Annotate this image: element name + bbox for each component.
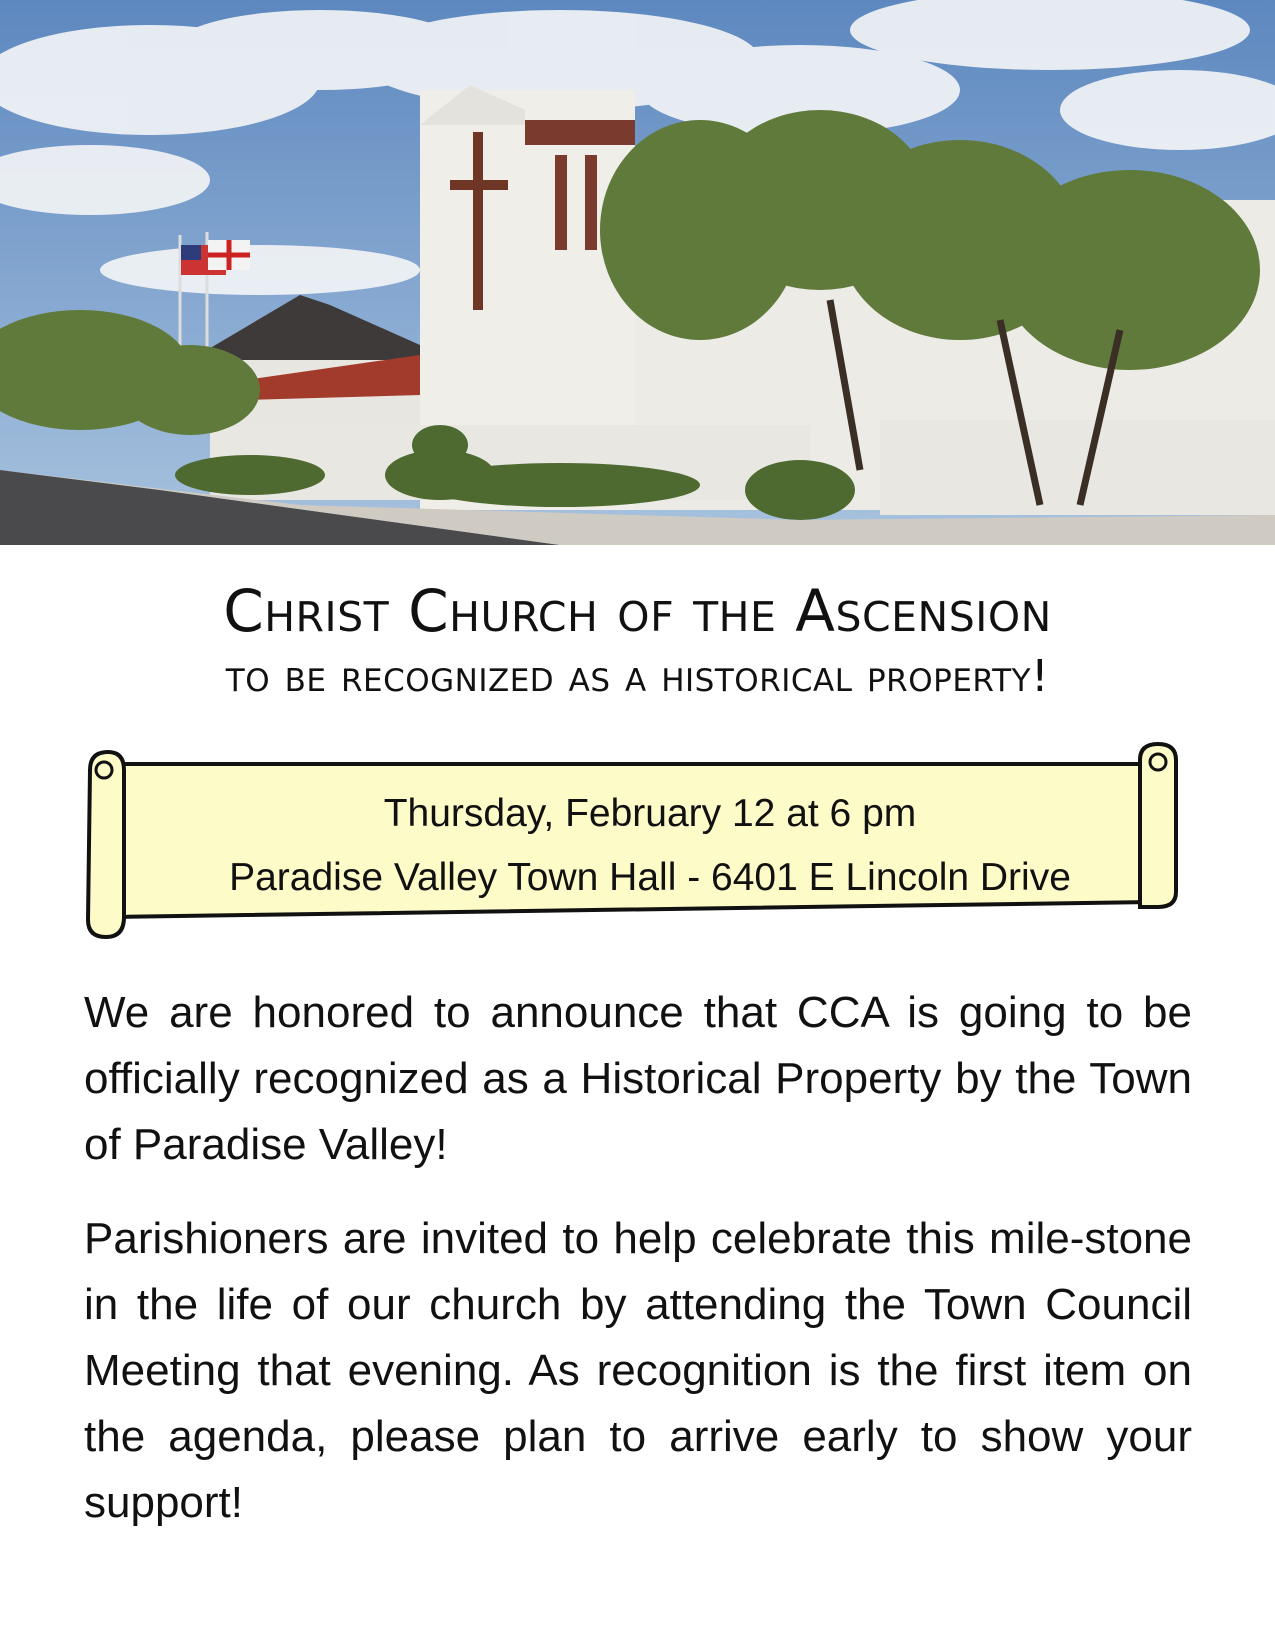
- page-subtitle: to be recognized as a historical property!: [225, 651, 1050, 702]
- event-details: [120, 782, 1180, 910]
- event-datetime: Thursday, February 12 at 6 pm: [383, 792, 917, 835]
- headline: [0, 575, 1275, 707]
- announcement-paragraph-1: We are honored to announce that CCA is going to be officially recognized as a Historical Property by the Town of Paradise Valley!: [84, 988, 1192, 1169]
- event-location: Paradise Valley Town Hall - 6401 E Lincoln Drive: [229, 856, 1071, 899]
- church-illustration: [0, 0, 1275, 545]
- announcement-paragraph-2: Parishioners are invited to help celebrate this mile-stone in the life of our church by attending the Town Council Meeting that evening. As recognition is the first item on the agenda, please plan to arrive early to show your support!: [84, 1214, 1192, 1527]
- church-photo: [0, 0, 1275, 545]
- event-banner-scroll: [80, 742, 1200, 947]
- page-title: Christ Church of the Ascension: [223, 577, 1052, 645]
- announcement-body: [84, 980, 1192, 1564]
